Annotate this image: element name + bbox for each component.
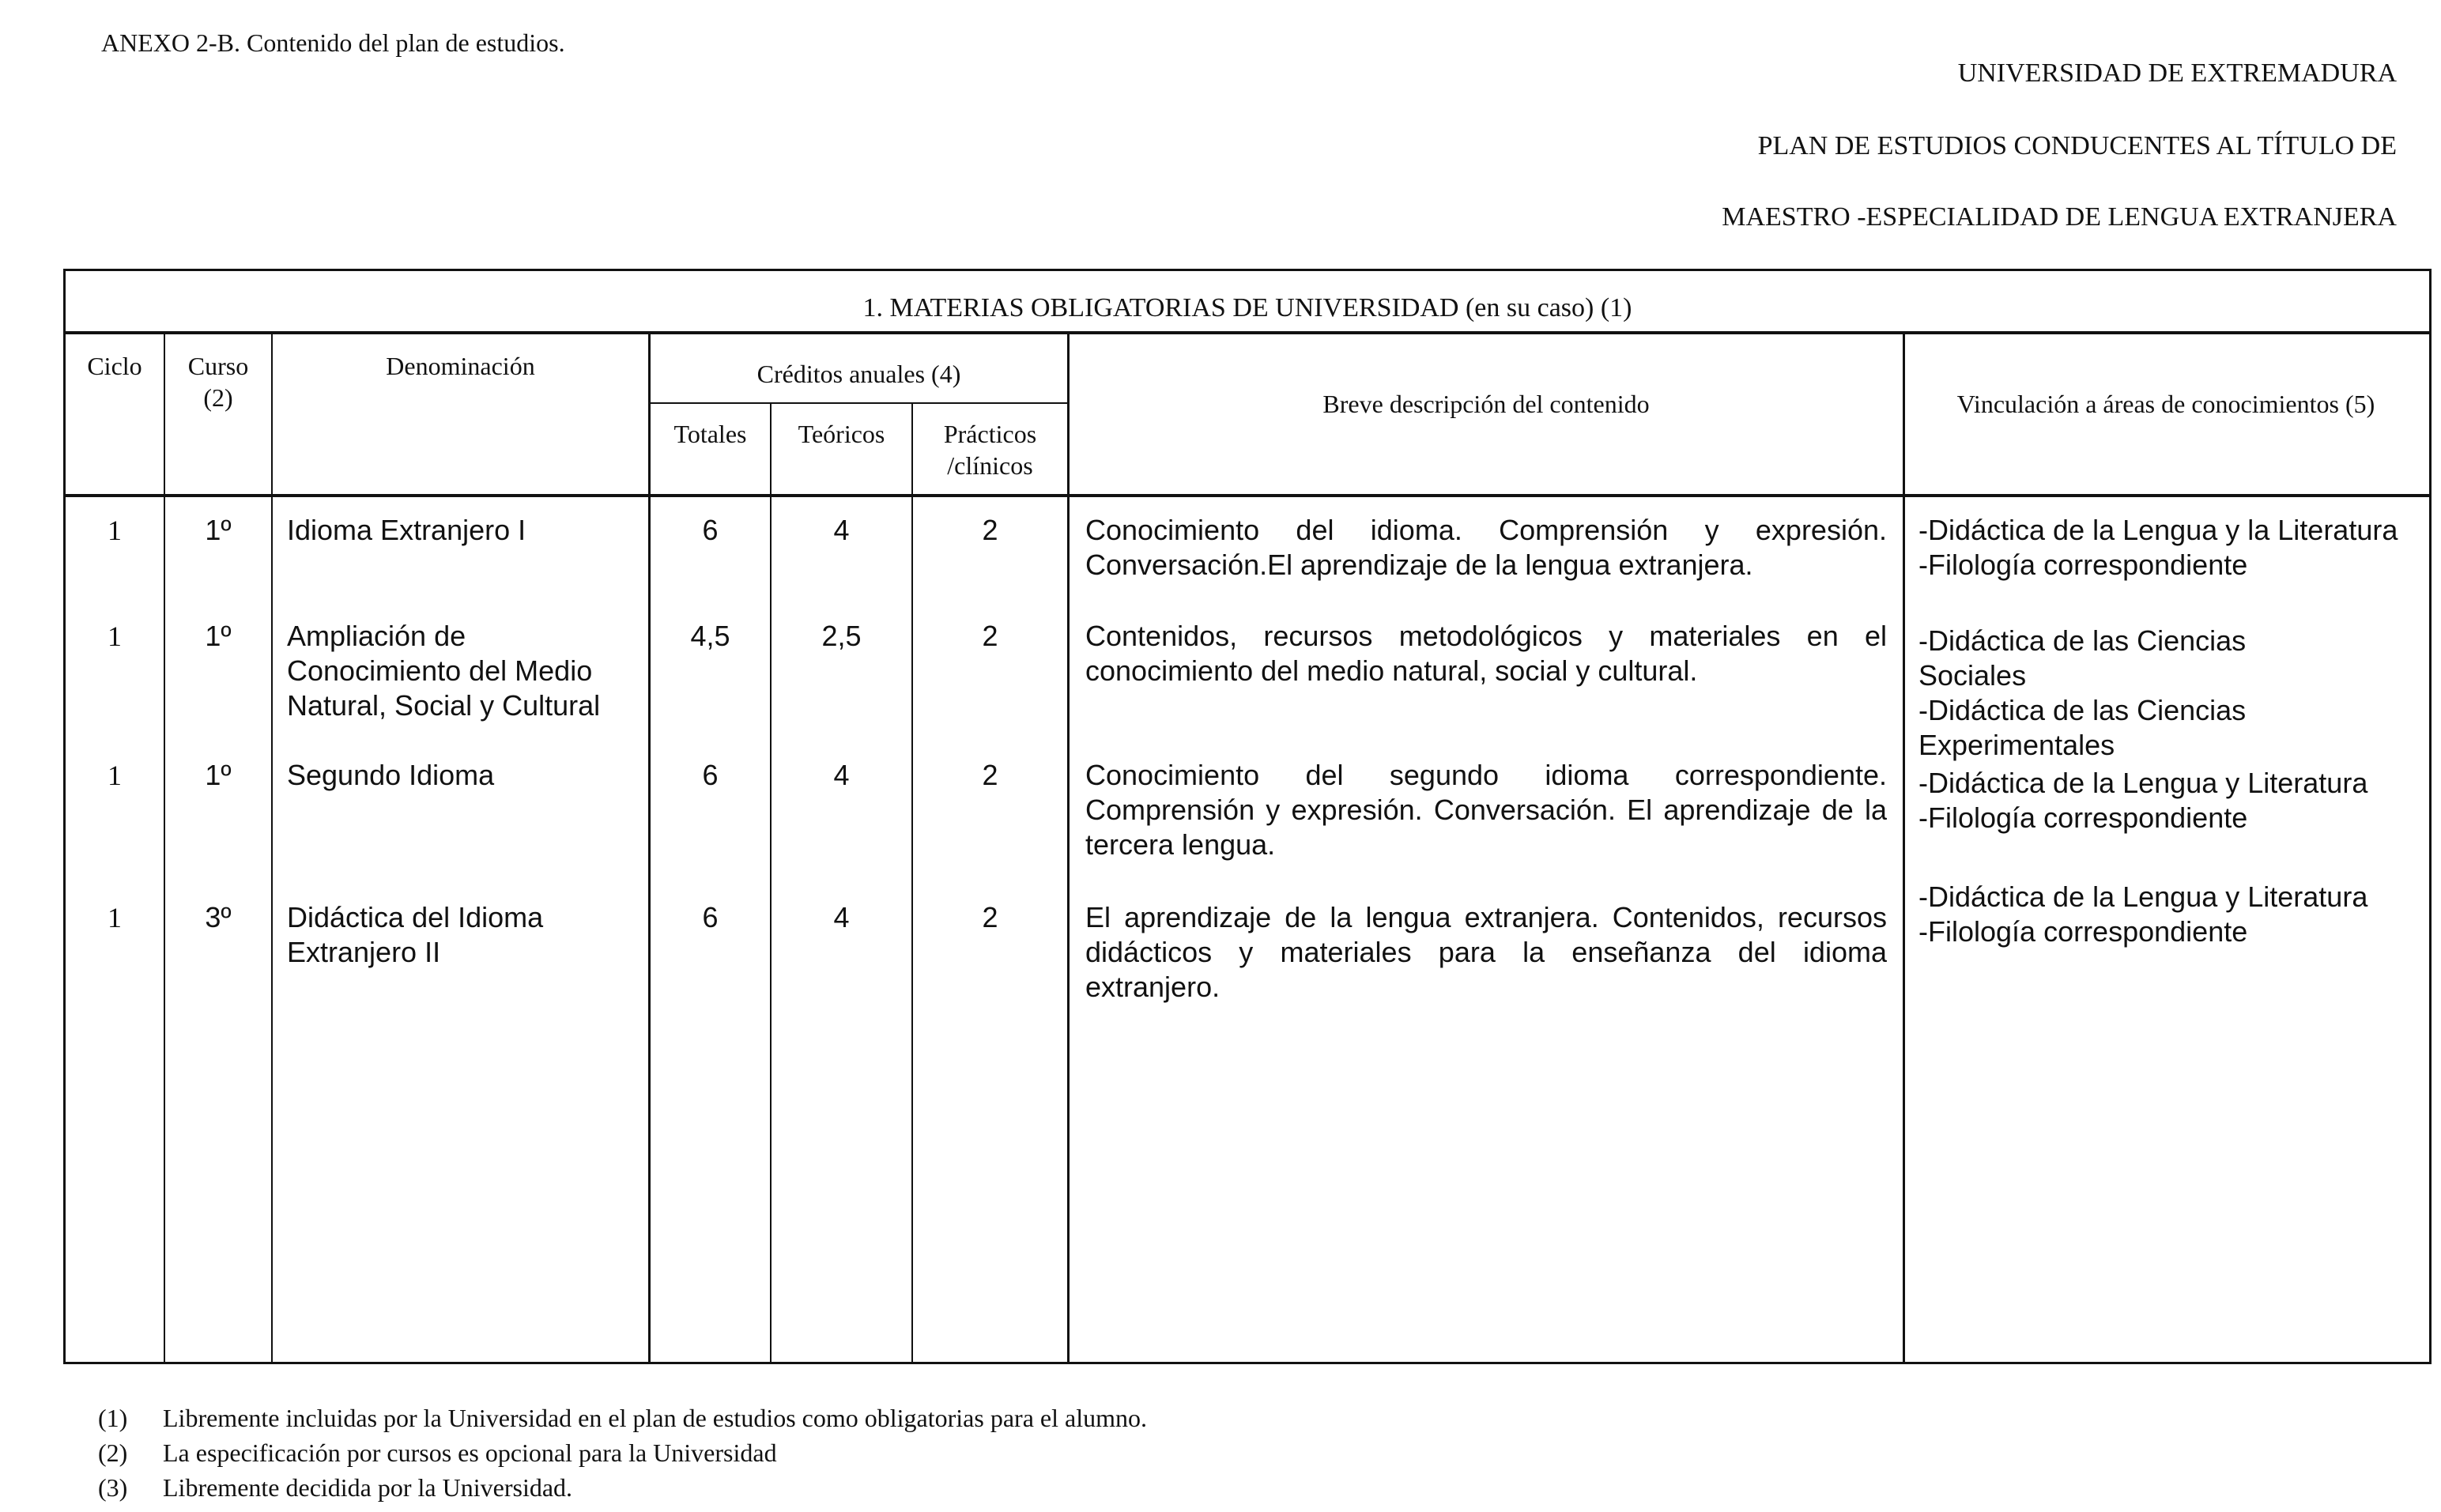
row3-vinculacion: -Didáctica de la Lengua y Literatura -Filología correspondiente (1918, 767, 2368, 834)
header-teoricos: Teóricos (798, 420, 885, 448)
header-practicos: Prácticos /clínicos (943, 420, 1037, 480)
row4-curso: 3º (205, 901, 232, 933)
col-divider-descripcion (1903, 333, 1905, 1362)
curriculum-table (63, 269, 2432, 1364)
footnote-number: (3) (98, 1473, 128, 1502)
footnote-2 (98, 1435, 1147, 1470)
col-divider-curso (271, 333, 273, 1362)
credits-subheader-divider (648, 402, 1067, 404)
section-title: 1. MATERIAS OBLIGATORIAS DE UNIVERSIDAD (en su caso) (1) (862, 293, 1632, 322)
row2-vinculacion: -Didáctica de las Ciencias Sociales -Didáctica de las Ciencias Experimentales (1918, 624, 2247, 761)
annex-title: ANEXO 2-B. Contenido del plan de estudios. (101, 28, 565, 57)
header-ciclo: Ciclo (87, 352, 142, 380)
row1-totales: 6 (702, 514, 719, 546)
row3-denominacion: Segundo Idioma (287, 759, 495, 791)
header-descripcion: Breve descripción del contenido (1322, 390, 1650, 418)
row1-practicos: 2 (982, 514, 998, 546)
header-creditos: Créditos anuales (4) (756, 360, 961, 388)
plan-title-line: PLAN DE ESTUDIOS CONDUCENTES AL TÍTULO DE (1757, 131, 2397, 160)
row3-practicos: 2 (982, 759, 998, 791)
section-divider (66, 331, 2429, 334)
row2-ciclo: 1 (108, 620, 122, 652)
footnote-3 (98, 1470, 1147, 1505)
header-bottom-divider (66, 494, 2429, 497)
footnote-text: La especificación por cursos es opcional para la Universidad (163, 1438, 777, 1467)
header-totales: Totales (673, 420, 747, 448)
row4-totales: 6 (702, 901, 719, 933)
row4-vinculacion: -Didáctica de la Lengua y Literatura -Filología correspondiente (1918, 880, 2368, 948)
header-denominacion: Denominación (386, 352, 535, 380)
degree-title-line: MAESTRO -ESPECIALIDAD DE LENGUA EXTRANJERA (1722, 202, 2397, 232)
university-name: UNIVERSIDAD DE EXTREMADURA (1957, 58, 2397, 88)
row2-teoricos: 2,5 (821, 620, 862, 652)
col-divider-practicos (1067, 333, 1070, 1362)
row3-ciclo: 1 (108, 760, 122, 791)
footnote-number: (2) (98, 1438, 128, 1467)
footnotes (98, 1401, 1147, 1505)
row1-ciclo: 1 (108, 515, 122, 546)
row4-denominacion: Didáctica del Idioma Extranjero II (287, 901, 544, 968)
footnote-1 (98, 1401, 1147, 1435)
row2-totales: 4,5 (690, 620, 730, 652)
row1-descripcion: Conocimiento del idioma. Comprensión y expresión. Conversación.El aprendizaje de la lengua extranjera. (1085, 514, 1887, 581)
col-divider-denominacion (648, 333, 651, 1362)
row1-curso: 1º (205, 514, 232, 546)
row2-curso: 1º (205, 620, 232, 652)
col-divider-ciclo (164, 333, 165, 1362)
row2-descripcion: Contenidos, recursos metodológicos y materiales en el conocimiento del medio natural, social y cultural. (1085, 620, 1887, 687)
row4-descripcion: El aprendizaje de la lengua extranjera. Contenidos, recursos didácticos y materiales para la enseñanza del idioma extranjero. (1085, 901, 1887, 1003)
row4-teoricos: 4 (833, 901, 850, 933)
row1-teoricos: 4 (833, 514, 850, 546)
row3-descripcion: Conocimiento del segundo idioma correspondiente. Comprensión y expresión. Conversación. El aprendizaje de la tercera lengua. (1085, 759, 1887, 861)
header-vinculacion: Vinculación a áreas de conocimientos (5) (1956, 390, 2375, 418)
row3-totales: 6 (702, 759, 719, 791)
row2-practicos: 2 (982, 620, 998, 652)
footnote-number: (1) (98, 1404, 128, 1432)
footnote-text: Libremente incluidas por la Universidad en el plan de estudios como obligatorias para el alumno. (163, 1404, 1147, 1432)
header-curso: Curso (2) (187, 352, 249, 412)
row2-denominacion: Ampliación de Conocimiento del Medio Natural, Social y Cultural (287, 620, 601, 722)
row1-denominacion: Idioma Extranjero I (287, 514, 526, 546)
row1-vinculacion: -Didáctica de la Lengua y la Literatura -Filología correspondiente (1918, 514, 2398, 581)
row4-ciclo: 1 (108, 902, 122, 933)
row3-curso: 1º (205, 759, 232, 791)
footnote-text: Libremente decidida por la Universidad. (163, 1473, 573, 1502)
row4-practicos: 2 (982, 901, 998, 933)
row3-teoricos: 4 (833, 759, 850, 791)
